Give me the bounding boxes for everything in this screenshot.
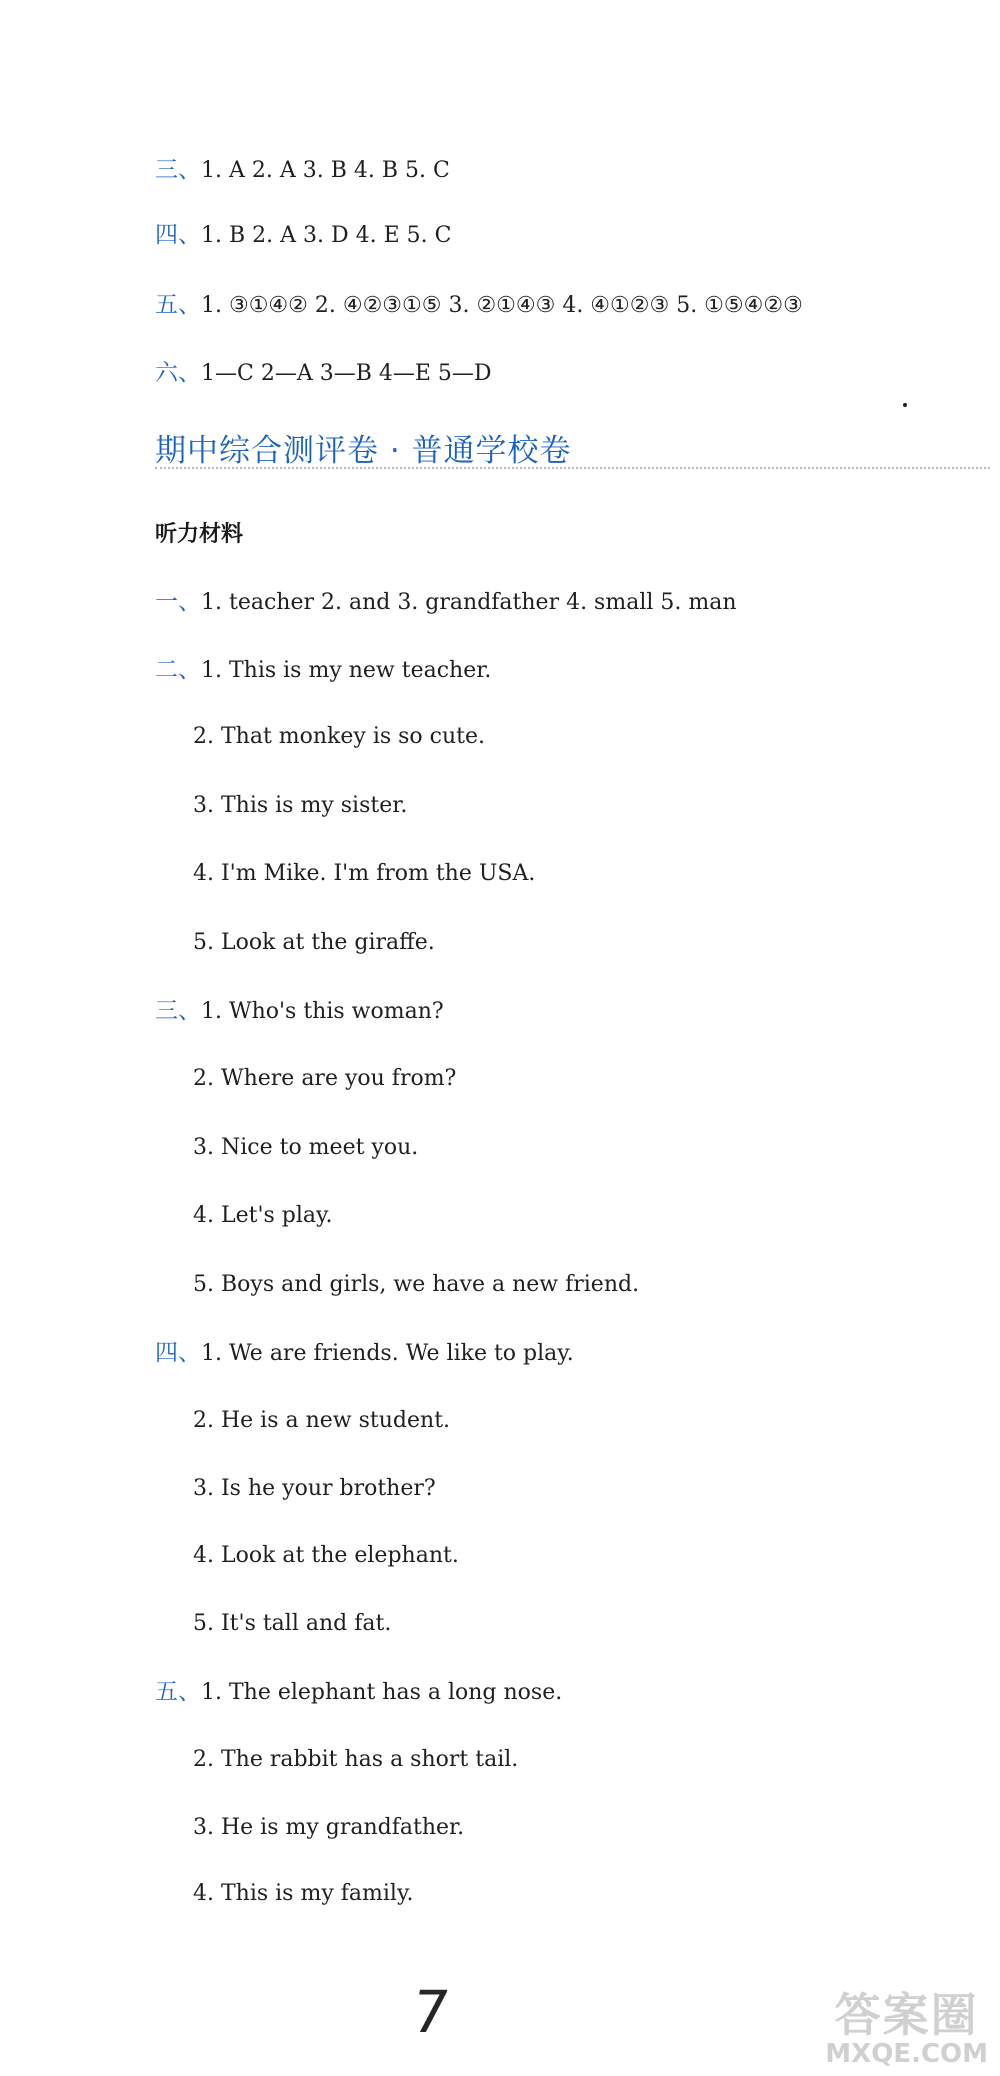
list-item: 3. This is my sister. bbox=[193, 793, 408, 818]
list-item: 5. Look at the giraffe. bbox=[193, 930, 435, 955]
listening-part-2 bbox=[155, 655, 491, 686]
part-number: 一、 bbox=[155, 589, 201, 615]
page-number: 7 bbox=[407, 1978, 454, 2046]
list-item: 2. The rabbit has a short tail. bbox=[193, 1747, 519, 1772]
list-item: 5. Boys and girls, we have a new friend. bbox=[193, 1272, 640, 1297]
listening-part-4 bbox=[155, 1338, 574, 1369]
watermark-url: MXQE.COM bbox=[825, 2039, 988, 2069]
watermark-logo bbox=[825, 1990, 988, 2068]
list-item: 4. I'm Mike. I'm from the USA. bbox=[193, 861, 536, 886]
list-item: 1. Who's this woman? bbox=[201, 999, 444, 1024]
listening-part-5 bbox=[155, 1677, 562, 1708]
list-item: 1. The elephant has a long nose. bbox=[201, 1680, 563, 1705]
watermark-title: 答案圈 bbox=[834, 1988, 979, 2042]
section-title: 期中综合测评卷 · 普通学校卷 bbox=[155, 433, 572, 469]
answer-text: 1. B 2. A 3. D 4. E 5. C bbox=[201, 223, 452, 248]
list-item: 1. We are friends. We like to play. bbox=[201, 1341, 574, 1366]
answer-text: 1—C 2—A 3—B 4—E 5—D bbox=[201, 361, 492, 386]
list-item: 1. This is my new teacher. bbox=[201, 658, 492, 683]
part-text: 1. teacher 2. and 3. grandfather 4. small 5. man bbox=[201, 590, 737, 615]
part-number: 四、 bbox=[155, 1340, 201, 1366]
dot-mark bbox=[903, 403, 907, 407]
answer-number: 五、 bbox=[155, 292, 201, 318]
list-item: 4. Look at the elephant. bbox=[193, 1543, 459, 1568]
answer-row-5 bbox=[155, 290, 803, 321]
answer-number: 四、 bbox=[155, 222, 201, 248]
list-item: 3. Is he your brother? bbox=[193, 1476, 436, 1501]
list-item: 3. Nice to meet you. bbox=[193, 1135, 419, 1160]
listening-part-3 bbox=[155, 996, 444, 1027]
answer-row-6 bbox=[155, 358, 492, 389]
list-item: 4. This is my family. bbox=[193, 1881, 414, 1906]
answer-text: 1. ③①④② 2. ④②③①⑤ 3. ②①④③ 4. ④①②③ 5. ①⑤④②③ bbox=[201, 293, 803, 318]
list-item: 2. He is a new student. bbox=[193, 1408, 451, 1433]
answer-number: 六、 bbox=[155, 360, 201, 386]
list-item: 5. It's tall and fat. bbox=[193, 1611, 392, 1636]
listening-part-1 bbox=[155, 587, 737, 618]
answer-number: 三、 bbox=[155, 157, 201, 183]
title-divider bbox=[155, 467, 990, 469]
list-item: 4. Let's play. bbox=[193, 1203, 333, 1228]
listening-heading: 听力材料 bbox=[155, 522, 244, 547]
part-number: 三、 bbox=[155, 998, 201, 1024]
list-item: 2. That monkey is so cute. bbox=[193, 724, 486, 749]
list-item: 2. Where are you from? bbox=[193, 1066, 457, 1091]
answer-row-4 bbox=[155, 220, 451, 251]
list-item: 3. He is my grandfather. bbox=[193, 1815, 465, 1840]
answer-row-3 bbox=[155, 155, 450, 186]
answer-text: 1. A 2. A 3. B 4. B 5. C bbox=[201, 158, 450, 183]
part-number: 五、 bbox=[155, 1679, 201, 1705]
part-number: 二、 bbox=[155, 657, 201, 683]
